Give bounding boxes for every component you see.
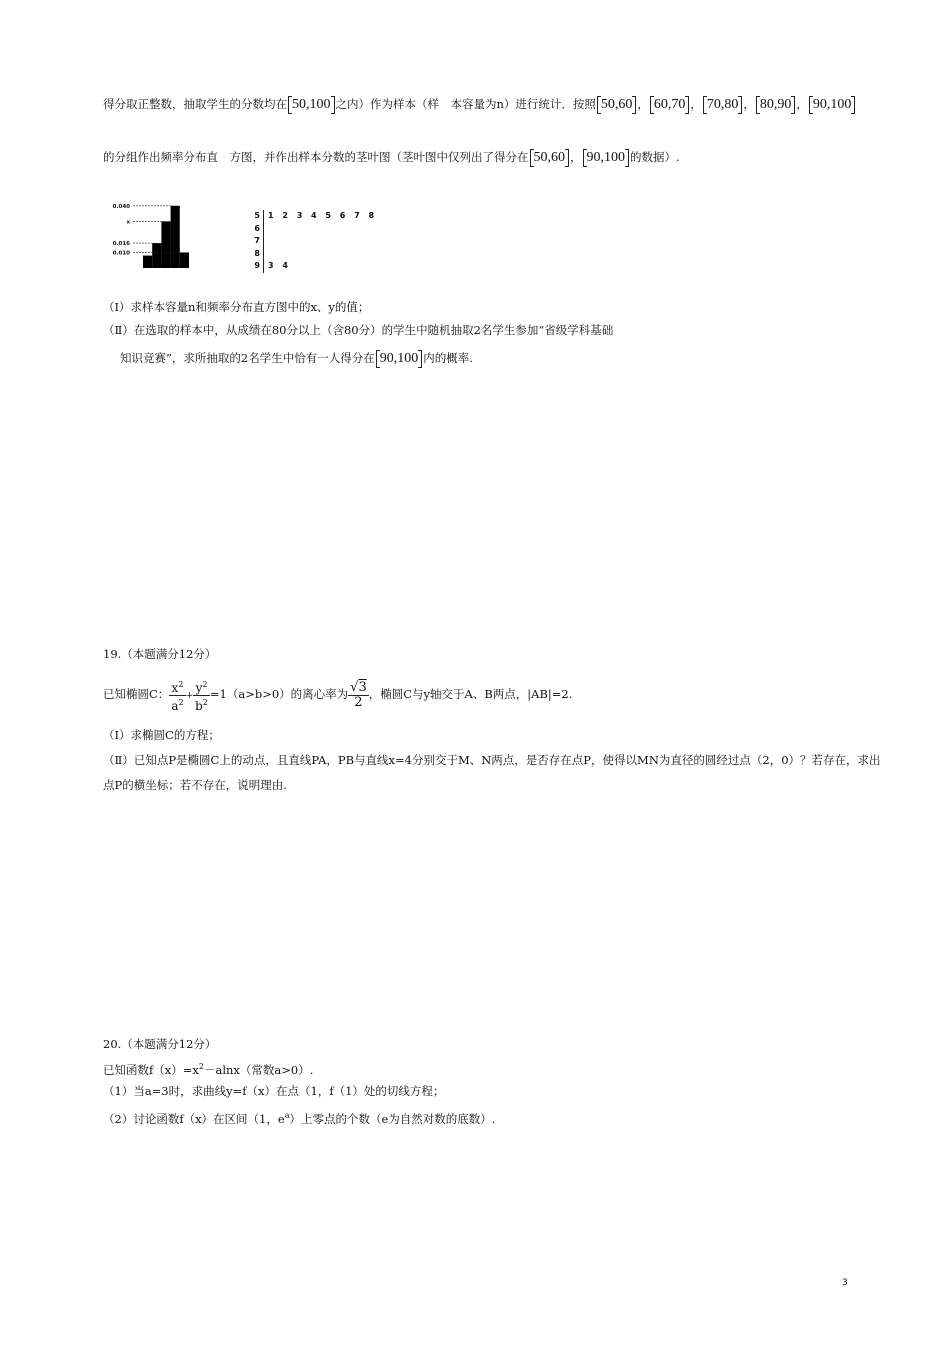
- sqrt-sign: √: [350, 679, 359, 695]
- leaf-values: 1 2 3 4 5 6 7 8: [268, 211, 375, 220]
- fraction: [348, 681, 369, 710]
- text: 已知椭圆C：: [103, 687, 170, 701]
- numerator: [193, 678, 210, 696]
- interval: 90,100: [809, 96, 856, 114]
- stem-value: 6: [254, 223, 260, 233]
- var: a: [171, 698, 179, 713]
- fraction: [193, 678, 210, 713]
- interval: 60,70: [650, 96, 690, 114]
- q18-line2: [103, 147, 680, 167]
- stem-row: [250, 235, 374, 248]
- text: 的数据）.: [630, 150, 680, 164]
- exponent: 2: [178, 679, 184, 689]
- interval: 50,60: [597, 96, 637, 114]
- exponent: 2: [178, 697, 184, 707]
- stem-row: [250, 260, 374, 273]
- denominator: 2: [354, 694, 363, 710]
- stem-row: [250, 223, 374, 236]
- stem-value: 8: [254, 248, 260, 258]
- y-tick-label: 0.040: [112, 203, 130, 210]
- stem-divider: [263, 223, 264, 236]
- interval: 90,100: [583, 149, 630, 167]
- separator: ，: [637, 97, 649, 111]
- stem-row: [250, 248, 374, 261]
- text: 之内）作为样本（样 本容量为n）进行统计．按照: [335, 97, 596, 111]
- histogram-bar: [180, 252, 189, 268]
- exponent: 2: [202, 697, 208, 707]
- text: ，椭圆C与y轴交于A、B两点，|AB|=2.: [368, 687, 573, 701]
- stem-divider: [263, 260, 264, 273]
- y-tick-label: 0.010: [112, 250, 130, 257]
- exponent: 2: [198, 1062, 204, 1071]
- separator: ，: [570, 150, 582, 164]
- q19-part2b: 点P的横坐标；若不存在，说明理由.: [103, 778, 287, 792]
- q18-line1: [103, 94, 856, 114]
- q20-part2: [103, 1106, 495, 1129]
- stem-row: [250, 210, 374, 223]
- y-tick-label: 0.016: [112, 241, 130, 248]
- q19-header: 19.（本题满分12分）: [103, 647, 217, 661]
- separator: ，: [796, 97, 808, 111]
- var: x: [171, 680, 179, 695]
- text: 已知函数f（x）=x: [103, 1062, 199, 1077]
- stem-divider: [263, 235, 264, 248]
- q20-part1: （1）当a=3时，求曲线y=f（x）在点（1，f（1）处的切线方程；: [103, 1084, 445, 1098]
- exponent: 2: [202, 679, 208, 689]
- leaf-values: 3 4: [268, 261, 288, 270]
- var: b: [195, 698, 203, 713]
- stem-value: 5: [254, 211, 260, 220]
- denominator: [169, 696, 185, 713]
- q20-stem: [103, 1057, 313, 1080]
- q18-part2a: （Ⅱ）在选取的样本中，从成绩在80分以上（含80分）的学生中随机抽取2名学生参加“省级学科基础: [103, 323, 614, 337]
- denominator: [193, 696, 210, 713]
- text: （2）讨论函数f（x）在区间（1，e: [103, 1111, 285, 1126]
- page-number: 3: [842, 1278, 848, 1288]
- plus-sign: +: [185, 691, 194, 701]
- histogram-bar: [171, 206, 180, 268]
- text: =1（a>b>0）的离心率为: [209, 687, 349, 701]
- q19-part2a: （Ⅱ）已知点P是椭圆C上的动点，且直线PA，PB与直线x=4分别交于M、N两点，是否存在点P，使得以MN为直径的圆经过点（2，0）？若存在，求出: [103, 753, 881, 767]
- interval: 70,80: [703, 96, 743, 114]
- exponent: a: [284, 1111, 290, 1120]
- stem-value: 7: [254, 236, 260, 245]
- var: y: [195, 680, 203, 695]
- stem-divider: [263, 248, 264, 261]
- interval: 50,60: [530, 149, 570, 167]
- histogram-bar: [143, 256, 152, 268]
- text: 得分取正整数，抽取学生的分数均在: [103, 97, 287, 111]
- q19-stem: [103, 674, 572, 716]
- text: ）上零点的个数（e为自然对数的底数）.: [289, 1111, 496, 1126]
- histogram-bar: [152, 243, 161, 268]
- histogram-bar: [161, 221, 170, 268]
- numerator: [169, 678, 185, 696]
- numerator: [348, 681, 369, 696]
- fraction: [169, 678, 185, 713]
- radicand: 3: [358, 679, 367, 695]
- text: 知识竞赛”，求所抽取的2名学生中恰有一人得分在: [120, 351, 375, 365]
- separator: ，: [743, 97, 755, 111]
- text: 内的概率.: [423, 351, 473, 365]
- text: 的分组作出频率分布直 方图，并作出样本分数的茎叶图（茎叶图中仅列出了得分在: [103, 150, 529, 164]
- q18-part2b: [120, 348, 473, 368]
- stem-divider: [263, 210, 264, 223]
- separator: ，: [690, 97, 702, 111]
- stem-value: 9: [254, 261, 260, 270]
- text: －alnx（常数a>0）.: [203, 1062, 314, 1077]
- y-tick-label: x: [126, 219, 130, 226]
- interval: 90,100: [376, 350, 423, 368]
- frequency-histogram: [103, 184, 243, 284]
- interval: 50,100: [288, 96, 335, 114]
- q19-part1: （Ⅰ）求椭圆C的方程；: [103, 728, 220, 742]
- q20-header: 20.（本题满分12分）: [103, 1037, 217, 1051]
- q18-part1: （Ⅰ）求样本容量n和频率分布直方图中的x、y的值；: [103, 300, 370, 314]
- stem-leaf-plot: [250, 210, 374, 273]
- interval: 80,90: [756, 96, 796, 114]
